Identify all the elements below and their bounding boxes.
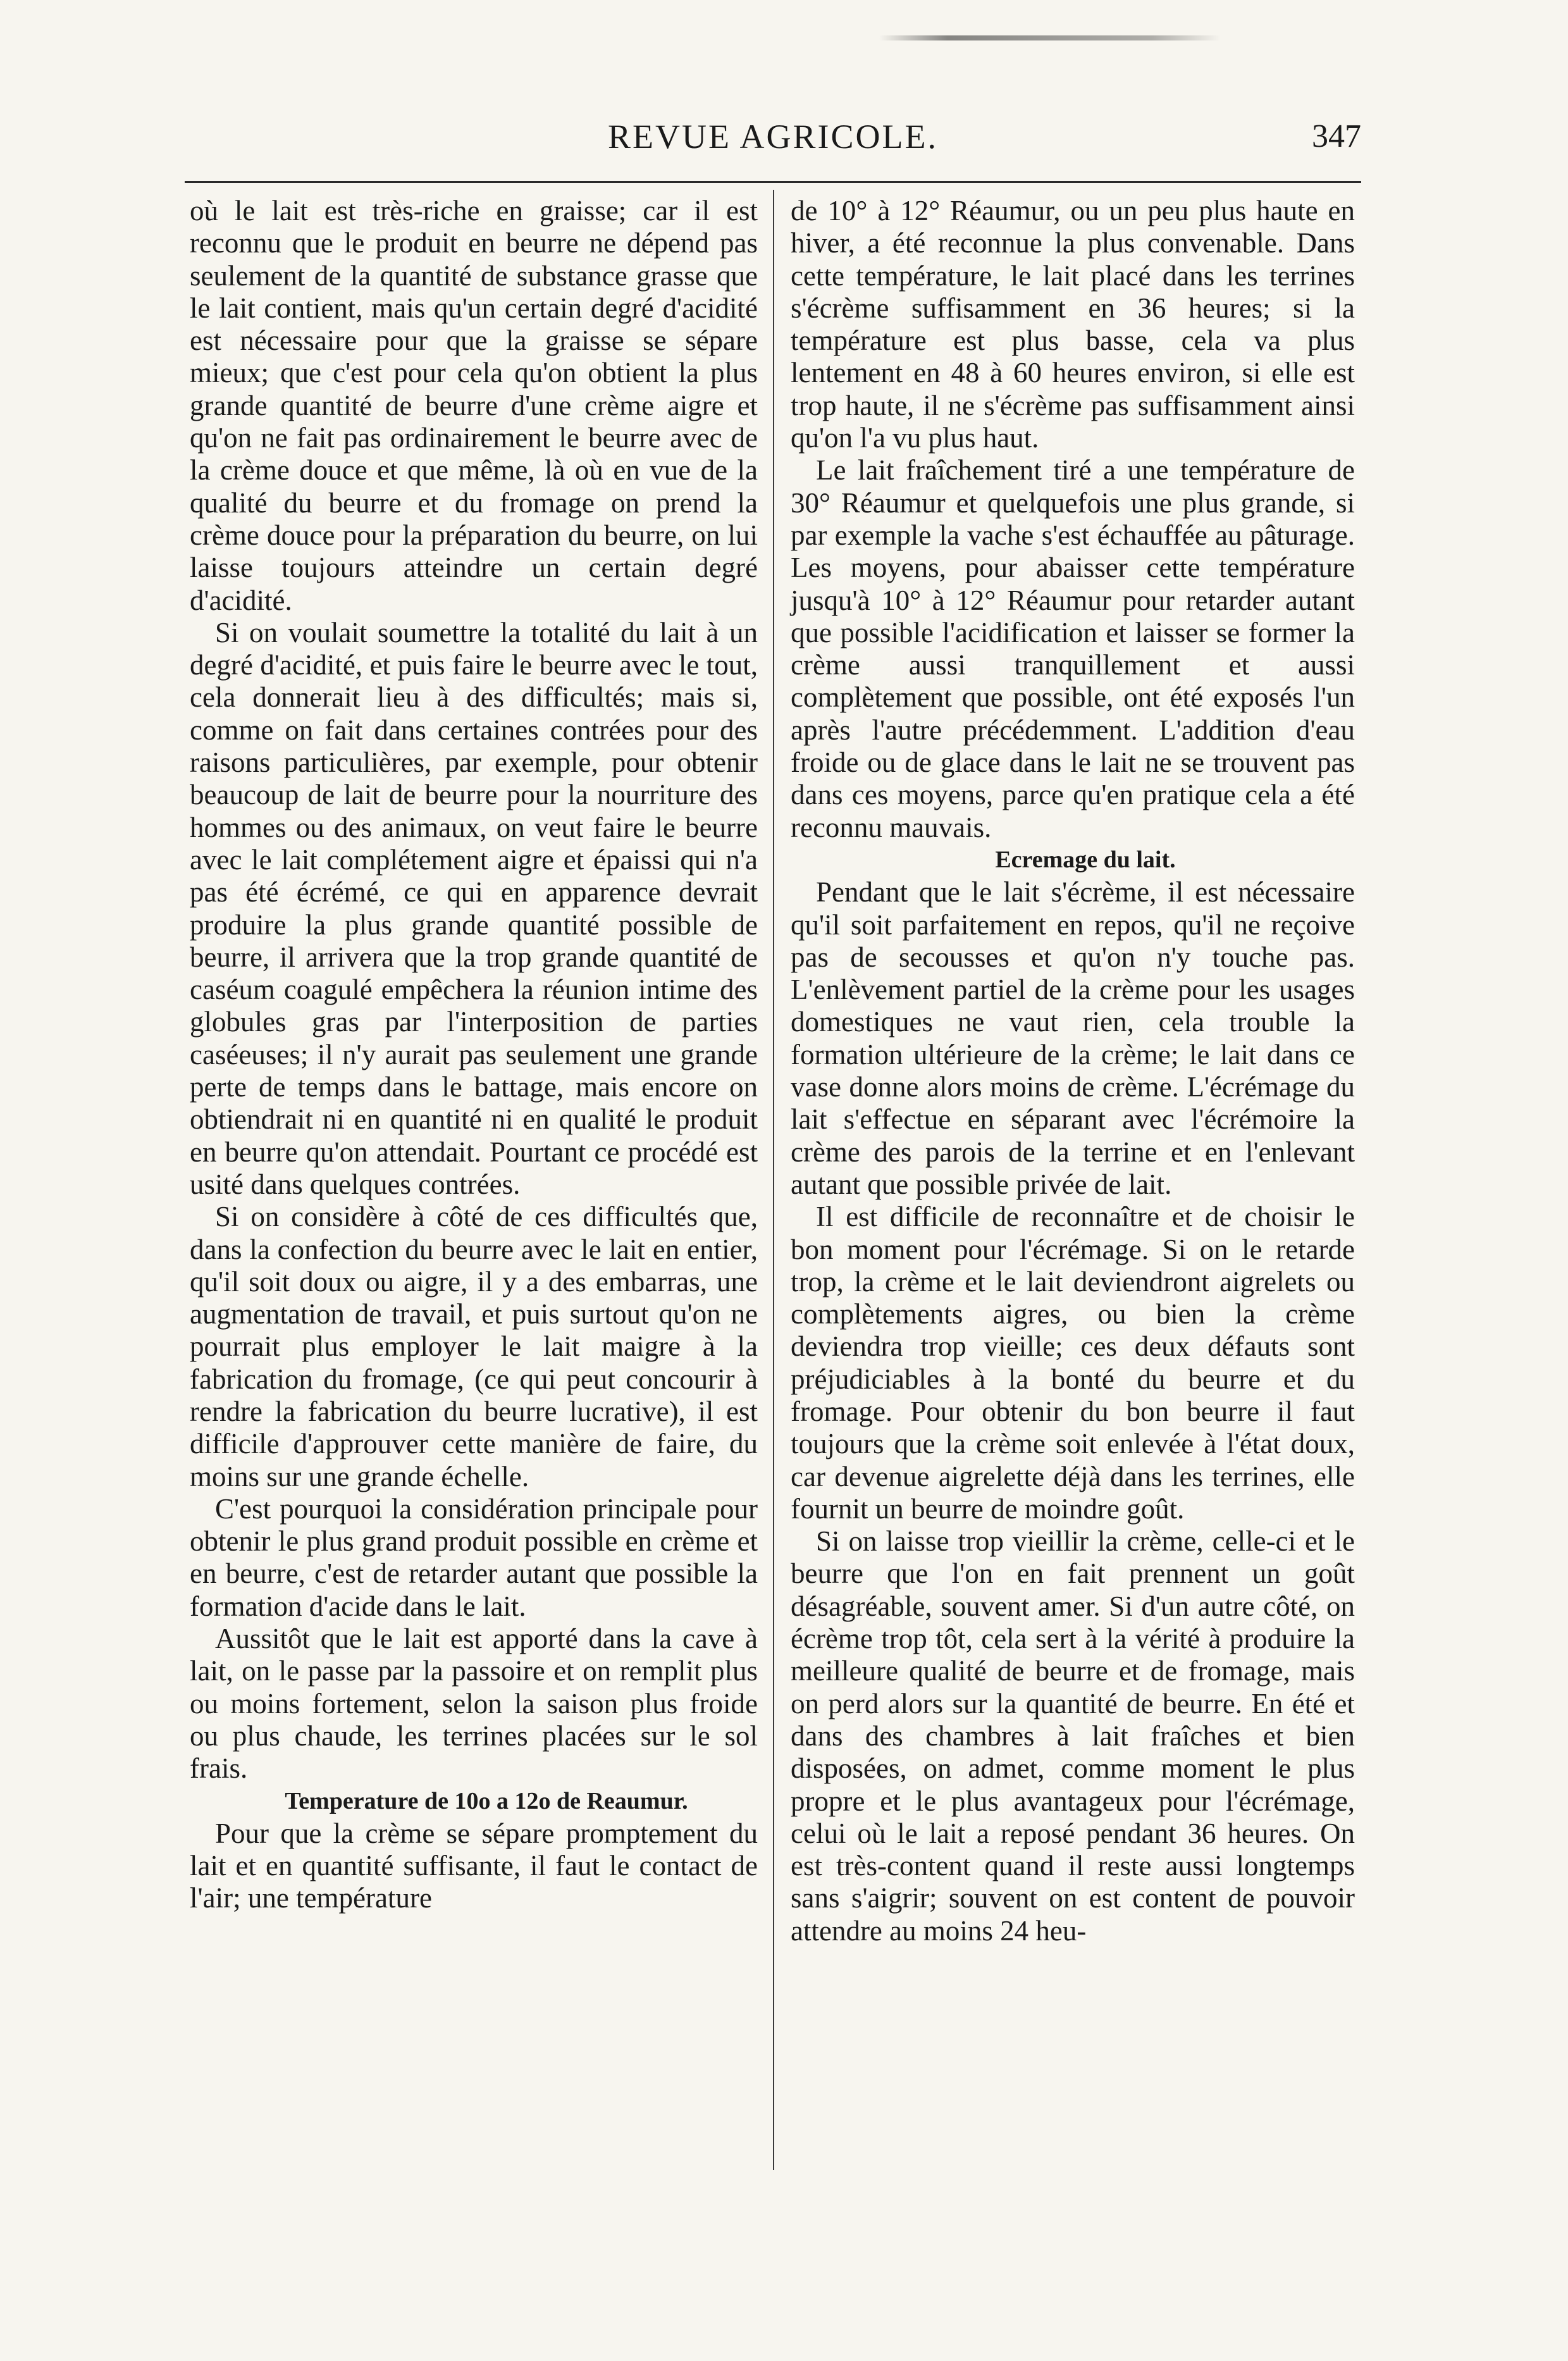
paragraph: Si on considère à côté de ces difficultés que, dans la confection du beurre avec le lait en entier, qu'il soit doux ou aigre, il y a des embarras, une augmentation de travail, et puis surtout qu'on ne pourrait plus employer le lait maigre à la fabrication du fromage, (ce qui peut concourir à rendre la fabrication du beurre lucrative), il est difficile d'approuver cette manière de faire, du moins sur une grande échelle. xyxy=(190,1201,758,1492)
paragraph: de 10° à 12° Réaumur, ou un peu plus haute en hiver, a été reconnue la plus convenable. Dans cette température, le lait placé dans les terrines s'écrème suffisamment en 36 heures; si la température est plus basse, cela va plus lentement en 48 à 60 heures environ, si elle est trop haute, il ne s'écrème pas suffisamment ainsi qu'on l'a vu plus haut. xyxy=(791,195,1355,454)
paragraph: où le lait est très-riche en graisse; car il est reconnu que le produit en beurre ne dépend pas seulement de la quantité de substance grasse que le lait contient, mais qu'un certain degré d'acidité est nécessaire pour que la graisse se sépare mieux; que c'est pour cela qu'on obtient la plus grande quantité de beurre d'une crème aigre et qu'on ne fait pas ordinairement le beurre avec de la crème douce et que même, là où en vue de la qualité du beurre et du fromage on prend la crème douce pour la préparation du beurre, on lui laisse toujours atteindre un certain degré d'acidité. xyxy=(190,195,758,616)
paragraph: Il est difficile de reconnaître et de choisir le bon moment pour l'écrémage. Si on le retarde trop, la crème et le lait deviendront aigrelets ou complètements aigres, ou bien la crème deviendra trop vieille; ces deux défauts sont préjudiciables à la bonté du beurre et du fromage. Pour obtenir du bon beurre il faut toujours que la crème soit enlevée à l'état doux, car devenue aigrelette déjà dans les terrines, elle fournit un beurre de moindre goût. xyxy=(791,1201,1355,1525)
section-heading: Temperature de 10o a 12o de Reaumur. xyxy=(285,1787,688,1814)
paragraph: Si on laisse trop vieillir la crème, celle-ci et le beurre que l'on en fait prennent un goût désagréable, souvent amer. Si d'un autre côté, on écrème trop tôt, cela sert à la vérité à produire la meilleure qualité de beurre et de fromage, mais on perd alors sur la quantité de beurre. En été et dans des chambres à lait fraîches et bien disposées, on admet, comme moment le plus propre et le plus avantageux pour l'écrémage, celui où le lait a reposé pendant 36 heures. On est très-content quand il reste aussi longtemps sans s'aigrir; souvent on est content de pouvoir attendre au moins 24 heu- xyxy=(791,1525,1355,1947)
paragraph: Pendant que le lait s'écrème, il est nécessaire qu'il soit parfaitement en repos, qu'il ne reçoive pas de secousses et qu'on n'y touche pas. L'enlèvement partiel de la crème pour les usages domestiques ne vaut rien, cela trouble la formation ultérieure de la crème; le lait dans ce vase donne alors moins de crème. L'écrémage du lait s'effectue en séparant avec l'écrémoire la crème des parois de la terrine et en l'enlevant autant que possible privée de lait. xyxy=(791,876,1355,1200)
paragraph: Aussitôt que le lait est apporté dans la cave à lait, on le passe par la passoire et on remplit plus ou moins fortement, selon la saison plus froide ou plus chaude, les terrines placées sur le sol frais. xyxy=(190,1623,758,1785)
paragraph: Pour que la crème se sépare promptement du lait et en quantité suffisante, il faut le contact de l'air; une température xyxy=(190,1817,758,1914)
print-smudge xyxy=(879,35,1221,40)
paragraph: Le lait fraîchement tiré a une température de 30° Réaumur et quelquefois une plus grande, si par exemple la vache s'est échauffée au pâturage. Les moyens, pour abaisser cette température jusqu'à 10° à 12° Réaumur pour retarder autant que possible l'acidification et laisser se former la crème aussi tranquillement et aussi complètement que possible, ont été exposés l'un après l'autre précédemment. L'addition d'eau froide ou de glace dans le lait ne se trouvent pas dans ces moyens, parce qu'en pratique cela a été reconnu mauvais. xyxy=(791,454,1355,843)
section-heading: Ecremage du lait. xyxy=(995,846,1176,873)
column-divider xyxy=(773,190,774,2170)
header-rule xyxy=(185,181,1361,183)
running-title: REVUE AGRICOLE. xyxy=(608,118,938,156)
left-column xyxy=(190,195,758,1915)
paragraph: Si on voulait soumettre la totalité du lait à un degré d'acidité, et puis faire le beurre avec le tout, cela donnerait lieu à des difficultés; mais si, comme on fait dans certaines contrées pour des raisons particulières, par exemple, pour obtenir beaucoup de lait de beurre pour la nourriture des hommes ou des animaux, on veut faire le beurre avec le lait complétement aigre et épaissi qui n'a pas été écrémé, ce qui en apparence devrait produire la plus grande quantité possible de beurre, il arrivera que la trop grande quantité de caséum coagulé empêchera la réunion intime des globules gras par l'interposition de parties caséeuses; il n'y aurait pas seulement une grande perte de temps dans le battage, mais encore on obtiendrait ni en quantité ni en qualité le produit en beurre qu'on attendait. Pourtant ce procédé est usité dans quelques contrées. xyxy=(190,616,758,1200)
paragraph: C'est pourquoi la considération principale pour obtenir le plus grand produit possible en crème et en beurre, c'est de retarder autant que possible la formation d'acide dans le lait. xyxy=(190,1492,758,1622)
page-number: 347 xyxy=(1312,118,1361,154)
right-column xyxy=(791,195,1355,1947)
page-header xyxy=(185,111,1361,168)
